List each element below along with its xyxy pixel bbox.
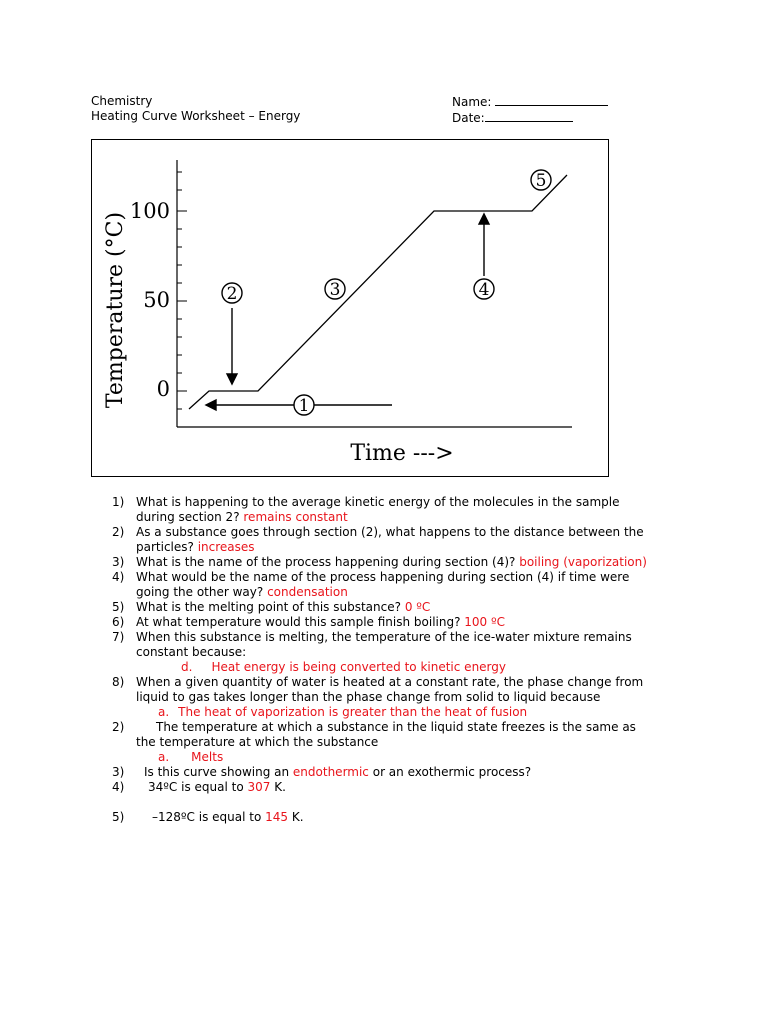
- arrow-4-head: [479, 214, 489, 224]
- x-axis-label: Time --->: [350, 441, 454, 466]
- header-left: [91, 94, 300, 124]
- answer-choice: [136, 660, 692, 675]
- section-number: 4: [478, 280, 490, 300]
- choice-letter: a.: [158, 705, 170, 719]
- y-tick-label: 50: [143, 288, 170, 312]
- question-number: 2): [112, 720, 125, 734]
- question-item: [112, 630, 692, 675]
- answer-text: boiling (vaporization): [519, 555, 647, 569]
- name-field[interactable]: [452, 94, 608, 110]
- name-label: Name:: [452, 95, 496, 109]
- answer-text: 0 ºC: [404, 600, 431, 614]
- question-text: As a substance goes through section (2), what happens to the distance between the: [136, 525, 644, 539]
- question-item: [112, 720, 692, 765]
- question-text: liquid to gas takes longer than the phase change from solid to liquid because: [136, 690, 601, 704]
- question-text: during section 2?: [136, 510, 244, 524]
- question-text: K.: [288, 810, 304, 824]
- section-marker-3: [325, 279, 345, 300]
- answer-text: The heat of vaporization is greater than the heat of fusion: [178, 705, 528, 719]
- question-number: 1): [112, 495, 125, 509]
- question-text: particles?: [136, 540, 198, 554]
- question-text: What would be the name of the process happening during section (4) if time were: [136, 570, 630, 584]
- question-number: 3): [112, 555, 125, 569]
- question-text: When this substance is melting, the temperature of the ice-water mixture remains: [136, 630, 632, 644]
- question-number: 5): [112, 810, 125, 824]
- answer-text: 100 ºC: [464, 615, 506, 629]
- date-label: Date:: [452, 111, 485, 125]
- question-number: 2): [112, 525, 125, 539]
- question-text: At what temperature would this sample finish boiling?: [136, 615, 465, 629]
- question-text: constant because:: [136, 645, 247, 659]
- date-blank[interactable]: [485, 110, 573, 122]
- question-text: Is this curve showing an: [144, 765, 293, 779]
- question-number: 6): [112, 615, 125, 629]
- question-text: The temperature at which a substance in the liquid state freezes is the same as: [156, 720, 636, 734]
- question-text: What is the name of the process happening during section (4)?: [136, 555, 520, 569]
- question-number: 3): [112, 765, 125, 779]
- question-text: 34ºC is equal to: [148, 780, 248, 794]
- question-item: [112, 810, 692, 825]
- section-number: 2: [226, 284, 238, 304]
- arrow-1-head: [206, 400, 216, 410]
- question-list: [112, 495, 692, 825]
- section-marker-5: [531, 170, 551, 191]
- question-number: 8): [112, 675, 125, 689]
- answer-text: remains constant: [243, 510, 348, 524]
- question-text: –128ºC is equal to: [152, 810, 266, 824]
- y-tick-label: 0: [156, 377, 170, 401]
- question-item: [112, 615, 692, 630]
- question-text: the temperature at which the substance: [136, 735, 379, 749]
- question-number: 5): [112, 600, 125, 614]
- answer-text: endothermic: [292, 765, 369, 779]
- answer-text: Heat energy is being converted to kinetic energy: [211, 660, 506, 674]
- y-axis-label: Temperature (°C): [103, 211, 128, 409]
- question-text: What is happening to the average kinetic energy of the molecules in the sample: [136, 495, 620, 509]
- answer-text: 145: [265, 810, 289, 824]
- subject-label: Chemistry: [91, 94, 153, 108]
- worksheet-title: Heating Curve Worksheet – Energy: [91, 109, 301, 123]
- y-axis-ticks: [177, 172, 187, 409]
- answer-text: 307: [247, 780, 271, 794]
- name-blank[interactable]: [495, 94, 608, 106]
- header-right: [452, 94, 608, 126]
- question-text: When a given quantity of water is heated at a constant rate, the phase change from: [136, 675, 644, 689]
- date-field[interactable]: [452, 110, 608, 126]
- section-number: 1: [298, 396, 310, 416]
- arrow-2-head: [227, 374, 237, 384]
- answer-text: Melts: [191, 750, 224, 764]
- question-item: [112, 495, 692, 525]
- question-number: 4): [112, 780, 125, 794]
- question-number: 4): [112, 570, 125, 584]
- choice-letter: a.: [158, 750, 170, 764]
- question-text: What is the melting point of this substance?: [136, 600, 405, 614]
- question-text: going the other way?: [136, 585, 268, 599]
- section-marker-1: [294, 395, 314, 416]
- choice-letter: d.: [181, 660, 193, 674]
- question-number: 7): [112, 630, 125, 644]
- question-item: [112, 525, 692, 555]
- question-text: or an exothermic process?: [368, 765, 532, 779]
- section-marker-4: [474, 279, 494, 300]
- section-number: 5: [535, 171, 547, 191]
- question-item: [112, 600, 692, 615]
- heating-curve-chart: [92, 140, 610, 478]
- question-item: [112, 555, 692, 570]
- answer-text: condensation: [267, 585, 348, 599]
- heating-curve-figure: [91, 139, 609, 477]
- section-number: 3: [329, 280, 341, 300]
- question-item: [112, 570, 692, 600]
- y-tick-label: 100: [129, 199, 170, 223]
- question-item: [112, 675, 692, 720]
- question-text: K.: [270, 780, 286, 794]
- section-marker-2: [222, 283, 242, 304]
- question-item: [112, 765, 692, 780]
- answer-text: increases: [197, 540, 255, 554]
- answer-choice: [136, 750, 692, 765]
- question-item: [112, 780, 692, 795]
- answer-choice: [136, 705, 692, 720]
- heating-curve-line: [189, 175, 567, 409]
